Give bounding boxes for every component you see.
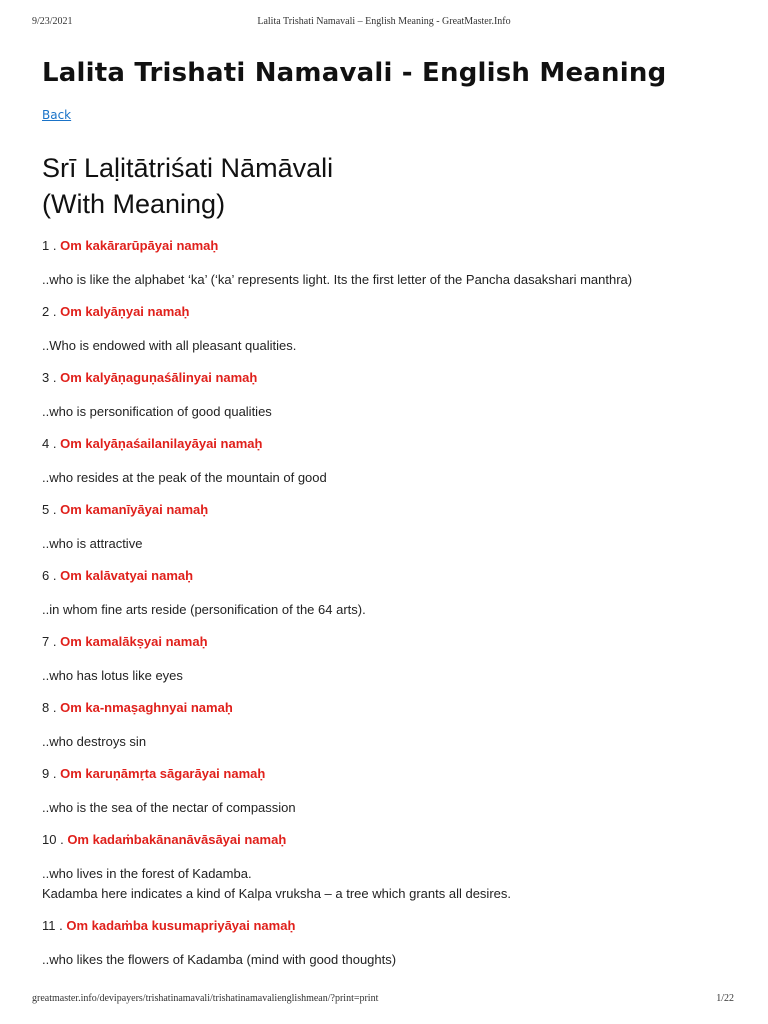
entry-name: Om kalyāṇaguṇaśālinyai namaḥ [60, 370, 258, 385]
print-date: 9/23/2021 [32, 16, 73, 27]
entry-name: Om kamalākṣyai namaḥ [60, 634, 208, 649]
list-item [42, 832, 742, 918]
list-item [42, 370, 742, 436]
entry-meaning: ..who is like the alphabet ‘ka’ (‘ka’ represents light. Its the first letter of the Pancha dasakshari manthra) [42, 272, 633, 287]
heading-line-1: Srī Laḷitātriśati Nāmāvali [42, 153, 334, 183]
page-heading [42, 150, 333, 222]
entry-number: 8 . [42, 700, 57, 715]
list-item [42, 766, 742, 832]
entry-meaning: ..who has lotus like eyes [42, 668, 183, 683]
entry-meaning-line: ..who lives in the forest of Kadamba. [42, 866, 252, 881]
entry-number: 11 . [42, 918, 63, 933]
entry-number: 10 . [42, 832, 64, 847]
print-header [0, 16, 768, 30]
entry-name: Om kalyāṇyai namaḥ [60, 304, 190, 319]
entry-number: 4 . [42, 436, 57, 451]
entry-name: Om kakārarūpāyai namaḥ [60, 238, 219, 253]
namavali-list [42, 238, 742, 984]
entry-name: Om kamanīyāyai namaḥ [60, 502, 209, 517]
entry-meaning: ..who resides at the peak of the mountain of good [42, 470, 327, 485]
back-link[interactable]: Back [42, 108, 72, 122]
entry-number: 1 . [42, 238, 57, 253]
entry-meaning: ..who is personification of good qualities [42, 404, 272, 419]
entry-name: Om kalāvatyai namaḥ [60, 568, 194, 583]
entry-name: Om kalyāṇaśailanilayāyai namaḥ [60, 436, 263, 451]
entry-name: Om karuṇāmṛta sāgarāyai namaḥ [60, 766, 266, 781]
list-item [42, 568, 742, 634]
entry-name: Om kadaṁba kusumapriyāyai namaḥ [66, 918, 296, 933]
entry-number: 3 . [42, 370, 57, 385]
print-page-title: Lalita Trishati Namavali – English Meaning - GreatMaster.Info [257, 16, 511, 27]
entry-meaning: ..who is attractive [42, 536, 143, 551]
entry-name: Om kadaṁbakānanāvāsāyai namaḥ [67, 832, 287, 847]
list-item [42, 304, 742, 370]
entry-name: Om ka-nmaṣaghnyai namaḥ [60, 700, 233, 715]
list-item [42, 634, 742, 700]
entry-meaning: ..who likes the flowers of Kadamba (mind with good thoughts) [42, 952, 397, 967]
print-footer [0, 993, 768, 1007]
entry-number: 2 . [42, 304, 57, 319]
list-item [42, 502, 742, 568]
entry-meaning [42, 864, 511, 904]
list-item [42, 436, 742, 502]
entry-meaning-line: Kadamba here indicates a kind of Kalpa vruksha – a tree which grants all desires. [42, 886, 511, 901]
entry-number: 7 . [42, 634, 57, 649]
list-item [42, 700, 742, 766]
entry-number: 9 . [42, 766, 57, 781]
heading-line-2: (With Meaning) [42, 189, 226, 219]
page-number: 1/22 [716, 993, 734, 1004]
entry-meaning: ..who is the sea of the nectar of compassion [42, 800, 296, 815]
entry-meaning: ..in whom fine arts reside (personification of the 64 arts). [42, 602, 366, 617]
list-item [42, 918, 742, 984]
list-item [42, 238, 742, 304]
entry-meaning: ..Who is endowed with all pleasant qualities. [42, 338, 297, 353]
entry-meaning: ..who destroys sin [42, 734, 147, 749]
site-title: Lalita Trishati Namavali - English Meaning [42, 58, 667, 88]
print-url: greatmaster.info/devipayers/trishatinamavali/trishatinamavalienglishmean/?print=print [32, 993, 379, 1004]
entry-number: 5 . [42, 502, 57, 517]
entry-number: 6 . [42, 568, 57, 583]
